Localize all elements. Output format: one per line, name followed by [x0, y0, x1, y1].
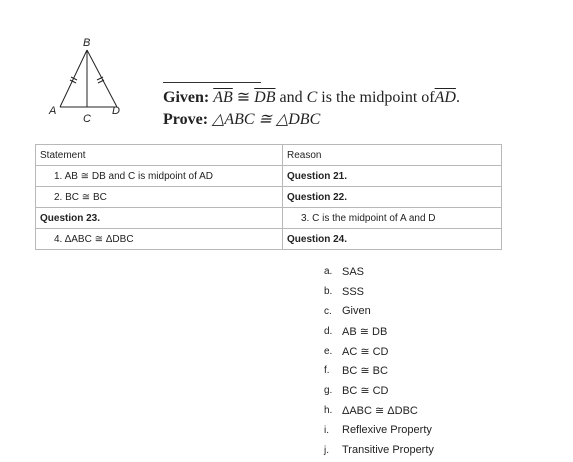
prove-goal: △ABC ≅ △DBC — [212, 111, 321, 128]
choice-text: AC ≅ CD — [342, 345, 389, 358]
prove-label: Prove: — [163, 111, 209, 128]
choice-text: SAS — [342, 265, 365, 278]
choice-letter: f. — [324, 365, 330, 377]
table-row — [36, 229, 502, 250]
table-row — [36, 208, 502, 229]
statement-header: Statement — [36, 145, 283, 166]
choice-letter: a. — [324, 266, 333, 278]
table-row — [36, 166, 502, 187]
choice-item — [324, 440, 434, 460]
choice-item — [324, 420, 434, 440]
segment-ab: $\overline{AB}$ — [213, 89, 233, 106]
reason-cell: Question 24. — [283, 229, 502, 250]
choice-text: Given — [342, 305, 371, 318]
choice-item — [324, 361, 434, 381]
choice-text: BC ≅ CD — [342, 385, 389, 398]
choice-letter: d. — [324, 325, 333, 337]
triangle-figure — [40, 30, 140, 130]
triangle-diagram — [40, 30, 140, 130]
side-bd — [87, 50, 117, 107]
answer-choices-list — [324, 262, 434, 460]
statement-cell: 2. BC ≅ BC — [36, 187, 283, 208]
statement-cell: Question 23. — [36, 208, 283, 229]
choice-item — [324, 381, 434, 401]
choice-text: Transitive Property — [342, 444, 434, 457]
choice-text: SSS — [342, 285, 365, 298]
point-c: C — [306, 89, 318, 106]
congruent-symbol: ≅ — [236, 89, 251, 106]
proof-table — [35, 144, 502, 250]
given-label: Given: — [163, 89, 210, 106]
choice-letter: b. — [324, 286, 333, 298]
choice-letter: e. — [324, 345, 333, 357]
statement-cell: 1. AB ≅ DB and C is midpoint of AD — [36, 166, 283, 187]
period: . — [455, 89, 460, 106]
choice-letter: j. — [324, 444, 329, 456]
choice-item — [324, 401, 434, 421]
midpoint-text: is the midpoint of — [321, 89, 435, 106]
vertex-label-a: A — [49, 105, 57, 117]
choice-item — [324, 321, 434, 341]
reason-cell: 3. C is the midpoint of A and D — [283, 208, 502, 229]
choice-item — [324, 262, 434, 282]
divider-line — [163, 82, 261, 83]
choice-letter: i. — [324, 424, 329, 436]
choice-item — [324, 341, 434, 361]
table-row — [36, 187, 502, 208]
prove-statement — [163, 109, 563, 131]
segment-db: $\overline{DB}$ — [254, 89, 276, 106]
statement-cell: 4. ΔABC ≅ ΔDBC — [36, 229, 283, 250]
choice-item — [324, 302, 434, 322]
choice-letter: h. — [324, 404, 333, 416]
segment-ad: $\overline{AD}$ — [434, 89, 456, 106]
table-header-row — [36, 145, 502, 166]
and-text: and — [279, 89, 303, 106]
vertex-label-b: B — [83, 37, 91, 49]
choice-text: ΔABC ≅ ΔDBC — [342, 404, 418, 417]
reason-cell: Question 22. — [283, 187, 502, 208]
given-prove-block — [163, 82, 563, 131]
choice-text: BC ≅ BC — [342, 365, 388, 378]
vertex-label-d: D — [112, 105, 120, 117]
choice-letter: c. — [324, 305, 332, 317]
reason-header: Reason — [283, 145, 502, 166]
choice-letter: g. — [324, 385, 333, 397]
choice-item — [324, 282, 434, 302]
reason-cell: Question 21. — [283, 166, 502, 187]
point-label-c: C — [83, 113, 91, 125]
choice-text: Reflexive Property — [342, 424, 432, 437]
choice-text: AB ≅ DB — [342, 325, 388, 338]
given-statement — [163, 87, 563, 109]
